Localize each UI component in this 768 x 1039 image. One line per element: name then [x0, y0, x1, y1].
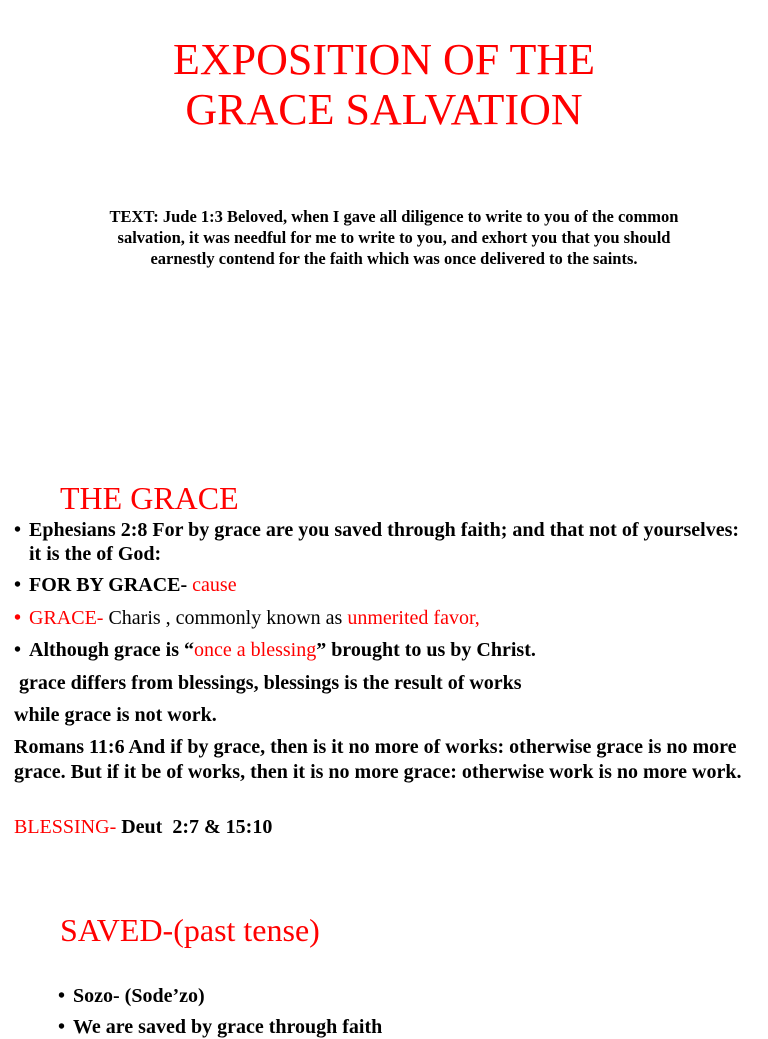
page-title-line-1: EXPOSITION OF THE — [172, 35, 596, 84]
blessing-label: BLESSING- — [14, 816, 122, 838]
bullet-middle: Charis , commonly known as — [108, 607, 348, 629]
bullet-highlight: once a blessing — [194, 639, 317, 661]
bullet-text: Sozo- (Sode’zo) — [73, 985, 205, 1007]
bullet-suffix: ” brought to us by Christ. — [316, 639, 536, 661]
bullet-content — [29, 606, 754, 630]
bullet-item-for-by-grace — [14, 573, 754, 597]
bullet-prefix: FOR BY GRACE- — [29, 574, 193, 596]
bullet-text: Ephesians 2:8 For by grace are you saved through faith; and that not of yourselves: it is the of God: — [29, 519, 740, 565]
bullet-icon: • — [14, 574, 22, 596]
bullet-icon: • — [58, 985, 66, 1007]
bullet-item-sozo — [58, 984, 748, 1008]
bullet-content — [29, 638, 754, 662]
paragraph-romans: Romans 11:6 And if by grace, then is it no more of works: otherwise grace is no more grace. But if it be of works, then it is no more grace: otherwise work is no more work. — [14, 736, 742, 783]
bullet-item-grace-definition — [14, 606, 754, 630]
section-heading-grace: THE GRACE — [60, 480, 239, 516]
bullet-text: We are saved by grace through faith — [73, 1016, 383, 1038]
bullet-icon: • — [14, 519, 22, 541]
bullet-item-although-grace — [14, 638, 754, 662]
scripture-text: TEXT: Jude 1:3 Beloved, when I gave all diligence to write to you of the common salvation, it was needful for me to write to you, and exhort you that you should earnestly contend for the faith which was once delivered to the saints. — [109, 207, 679, 268]
bullet-item-saved-by-grace — [58, 1015, 748, 1039]
bullet-icon: • — [14, 607, 22, 629]
bullet-icon: • — [14, 639, 22, 661]
section-heading-saved: SAVED-(past tense) — [60, 912, 320, 948]
blessing-reference: Deut 2:7 & 15:10 — [121, 816, 273, 838]
paragraph-grace-differs: grace differs from blessings, blessings is the result of works — [14, 672, 522, 694]
bullet-content — [29, 573, 754, 597]
bullet-prefix: Although grace is “ — [29, 639, 194, 661]
bullet-icon: • — [58, 1016, 66, 1038]
bullet-highlight-2: unmerited favor, — [347, 607, 480, 629]
page-title-line-2: GRACE SALVATION — [185, 85, 583, 134]
bullet-item-ephesians — [14, 518, 754, 566]
blessing-line — [14, 815, 759, 840]
bullet-highlight: GRACE- — [29, 607, 109, 629]
paragraph-grace-not-work: while grace is not work. — [14, 704, 217, 726]
bullet-highlight: cause — [192, 574, 237, 596]
